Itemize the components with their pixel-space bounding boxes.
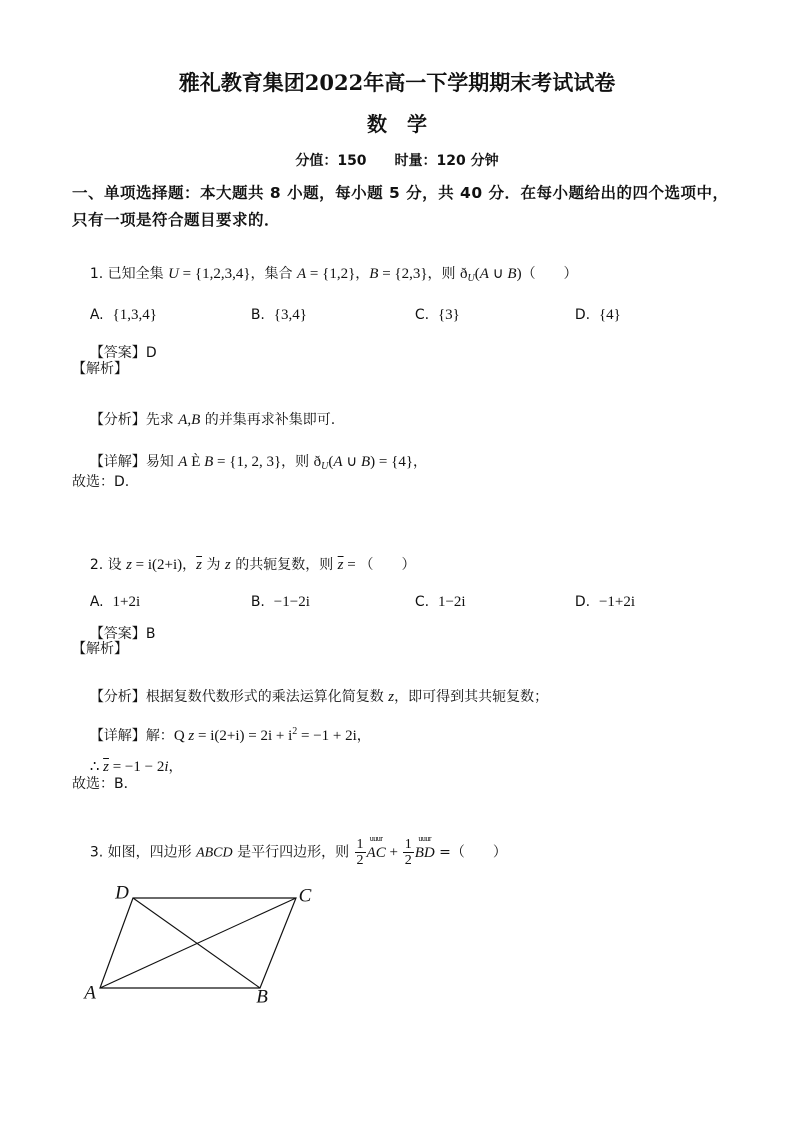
vertex-label-b: B: [256, 986, 268, 1008]
xiangjie-text: 易知: [145, 454, 179, 470]
q3-shape-name: ABCD: [196, 845, 233, 861]
vertex-label-a: A: [84, 982, 96, 1004]
fraction-half: [355, 837, 366, 868]
q2-variable-z: z: [126, 557, 132, 573]
q1-stem-text: 1. 已知全集: [89, 266, 169, 282]
answer-tag: 【答案】: [89, 626, 146, 642]
q1-paren: (: [474, 266, 480, 282]
xiangjie-text: ，: [413, 454, 428, 470]
xiangjie-complement-symbol: ð: [313, 454, 322, 470]
q1-set-b: B: [507, 266, 517, 282]
therefore-conjugate-z: $\overline{z}$: [103, 759, 109, 775]
fraction-denominator: 2: [404, 853, 412, 868]
q2-option-d: [557, 578, 635, 626]
answer-value: B: [145, 626, 156, 642]
option-value: −1−2i: [273, 594, 310, 610]
q2-conjugate-z: $\overline{z}$: [337, 557, 344, 573]
q1-option-d: [557, 291, 621, 339]
option-label: C.: [414, 594, 430, 610]
therefore-text: ，: [168, 759, 183, 775]
option-value: −1+2i: [598, 594, 636, 610]
xiangjie-tag: 【详解】: [89, 454, 146, 470]
q2-conclusion: 故选：B．: [72, 776, 138, 792]
q1-option-b: [233, 291, 307, 339]
q1-set-a: A: [479, 266, 489, 282]
q1-answer-blank: （ ）: [521, 266, 578, 282]
answer-tag: 【答案】: [89, 345, 146, 361]
xiangjie-variable-z: z: [188, 728, 195, 744]
xiangjie-complement-subscript: U: [321, 461, 329, 472]
xiangjie-set-b: B: [360, 454, 371, 470]
q2-stem-text: 的共轭复数，则: [230, 557, 338, 573]
q1-stem-text: ，: [355, 266, 370, 282]
q2-equals: =: [343, 557, 360, 573]
xiangjie-union-value: = {1, 2, 3}: [213, 454, 282, 470]
vector-label: AC: [366, 844, 386, 861]
q1-set-a-value: = {1,2}: [306, 266, 356, 282]
q2-option-b: [233, 578, 310, 626]
xiangjie-union-symbol: ∪: [342, 454, 361, 470]
q2-analysis-tag: 【解析】: [72, 641, 128, 657]
xiangjie-set-a: A: [333, 454, 343, 470]
option-value: 1−2i: [437, 594, 466, 610]
q1-stem-text: ，集合: [250, 266, 297, 282]
option-label: A.: [89, 594, 104, 610]
q1-conclusion: 故选：D.: [72, 474, 130, 490]
plus-sign: +: [385, 844, 402, 861]
therefore-imaginary-unit: i: [164, 759, 169, 775]
q2-conjugate-z: $\overline{z}$: [196, 557, 203, 573]
answer-value: D: [145, 345, 157, 361]
option-value: {3,4}: [273, 307, 307, 323]
q3-answer-blank: =（ ）: [434, 844, 507, 861]
xiangjie-exponent: 2: [292, 726, 298, 737]
q2-variable-z: z: [224, 557, 231, 573]
xiangjie-text: ，则: [281, 454, 314, 470]
option-label: D.: [574, 307, 591, 323]
fenxi-tag: 【分析】: [89, 689, 146, 705]
q2-answer-blank: （ ）: [359, 557, 416, 573]
q1-stem-text: ，则: [427, 266, 460, 282]
xiangjie-text: ，: [356, 728, 371, 744]
fraction-numerator: 1: [404, 837, 412, 852]
vertex-label-c: C: [298, 885, 312, 907]
fenxi-text: ，即可得到其共轭复数；: [394, 689, 549, 705]
xiangjie-paren: ): [370, 454, 376, 470]
score-time-info: 分值：150 时量：120 分钟: [295, 153, 499, 169]
fenxi-text: 的并集再求补集即可.: [200, 412, 336, 428]
q1-set-u: U: [168, 266, 179, 282]
q1-complement-symbol: ð: [460, 266, 468, 282]
option-label: C.: [414, 307, 430, 323]
q1-set-b-value: = {2,3}: [378, 266, 428, 282]
q1-analysis-tag: 【解析】: [72, 361, 128, 377]
xiangjie-because-glyph: Q: [173, 728, 189, 744]
xiangjie-set-a: A: [178, 454, 188, 470]
diagonal-ac: [100, 898, 296, 988]
option-value: 1+2i: [112, 594, 141, 610]
xiangjie-tag: 【详解】: [89, 728, 146, 744]
xiangjie-text: 解：: [145, 728, 174, 744]
fenxi-math: A,B: [178, 412, 201, 428]
q3-stem-text: 是平行四边形，则: [232, 844, 354, 861]
parallelogram-figure: [70, 870, 330, 1015]
option-label: B.: [250, 307, 265, 323]
fraction-denominator: 2: [356, 853, 364, 868]
xiangjie-result: = −1 + 2i: [297, 728, 357, 744]
therefore-value: = −1 − 2: [108, 759, 165, 775]
therefore-symbol: ∴: [89, 759, 104, 775]
q2-stem-text: ，: [182, 557, 197, 573]
vector-bd: [414, 833, 435, 861]
vector-label: BD: [414, 844, 435, 861]
subject-heading: 数 学: [367, 112, 427, 136]
option-value: {4}: [598, 307, 621, 323]
fenxi-math: z: [388, 689, 395, 705]
option-label: A.: [89, 307, 104, 323]
q2-option-c: [397, 578, 466, 626]
q2-stem-text: 2. 设: [89, 557, 127, 573]
q1-set-a: A: [296, 266, 307, 282]
vector-ac: [366, 833, 386, 861]
xiangjie-set-b: B: [204, 454, 214, 470]
q1-fenxi-line: [72, 396, 335, 444]
q1-complement-subscript: U: [467, 273, 475, 284]
q1-set-u-value: = {1,2,3,4}: [178, 266, 251, 282]
vertex-label-d: D: [115, 882, 129, 904]
option-label: D.: [574, 594, 591, 610]
q2-z-definition: = i(2+i): [131, 557, 183, 573]
fenxi-tag: 【分析】: [89, 412, 146, 428]
diagonal-bd: [133, 898, 260, 988]
q1-set-b: B: [369, 266, 379, 282]
section-instructions-line-1: 一、单项选择题：本大题共 8 小题，每小题 5 分，共 40 分．在每小题给出的四个选项中，: [72, 184, 729, 202]
q1-paren: ): [516, 266, 522, 282]
vector-arrow-mark: uuur: [369, 833, 383, 843]
xiangjie-expansion: = i(2+i) = 2i + i: [194, 728, 293, 744]
exam-title: 雅礼教育集团2022年高一下学期期末考试试卷: [178, 70, 616, 95]
section-instructions-line-2: 只有一项是符合题目要求的．: [72, 211, 281, 229]
fraction-numerator: 1: [356, 837, 364, 852]
q1-option-c: [397, 291, 460, 339]
fenxi-text: 根据复数代数形式的乘法运算化简复数: [145, 689, 389, 705]
option-value: {3}: [437, 307, 460, 323]
xiangjie-union-glyph: È: [187, 454, 205, 470]
option-value: {1,3,4}: [112, 307, 157, 323]
vector-arrow-mark: uuur: [418, 833, 432, 843]
xiangjie-result: = {4}: [375, 454, 414, 470]
fenxi-text: 先求: [145, 412, 179, 428]
option-label: B.: [250, 594, 265, 610]
q2-stem-text: 为: [202, 557, 225, 573]
q3-stem-text: 3. 如图，四边形: [89, 844, 197, 861]
xiangjie-paren: (: [328, 454, 334, 470]
q1-union-symbol: ∪: [488, 266, 508, 282]
fraction-half: [403, 837, 414, 868]
